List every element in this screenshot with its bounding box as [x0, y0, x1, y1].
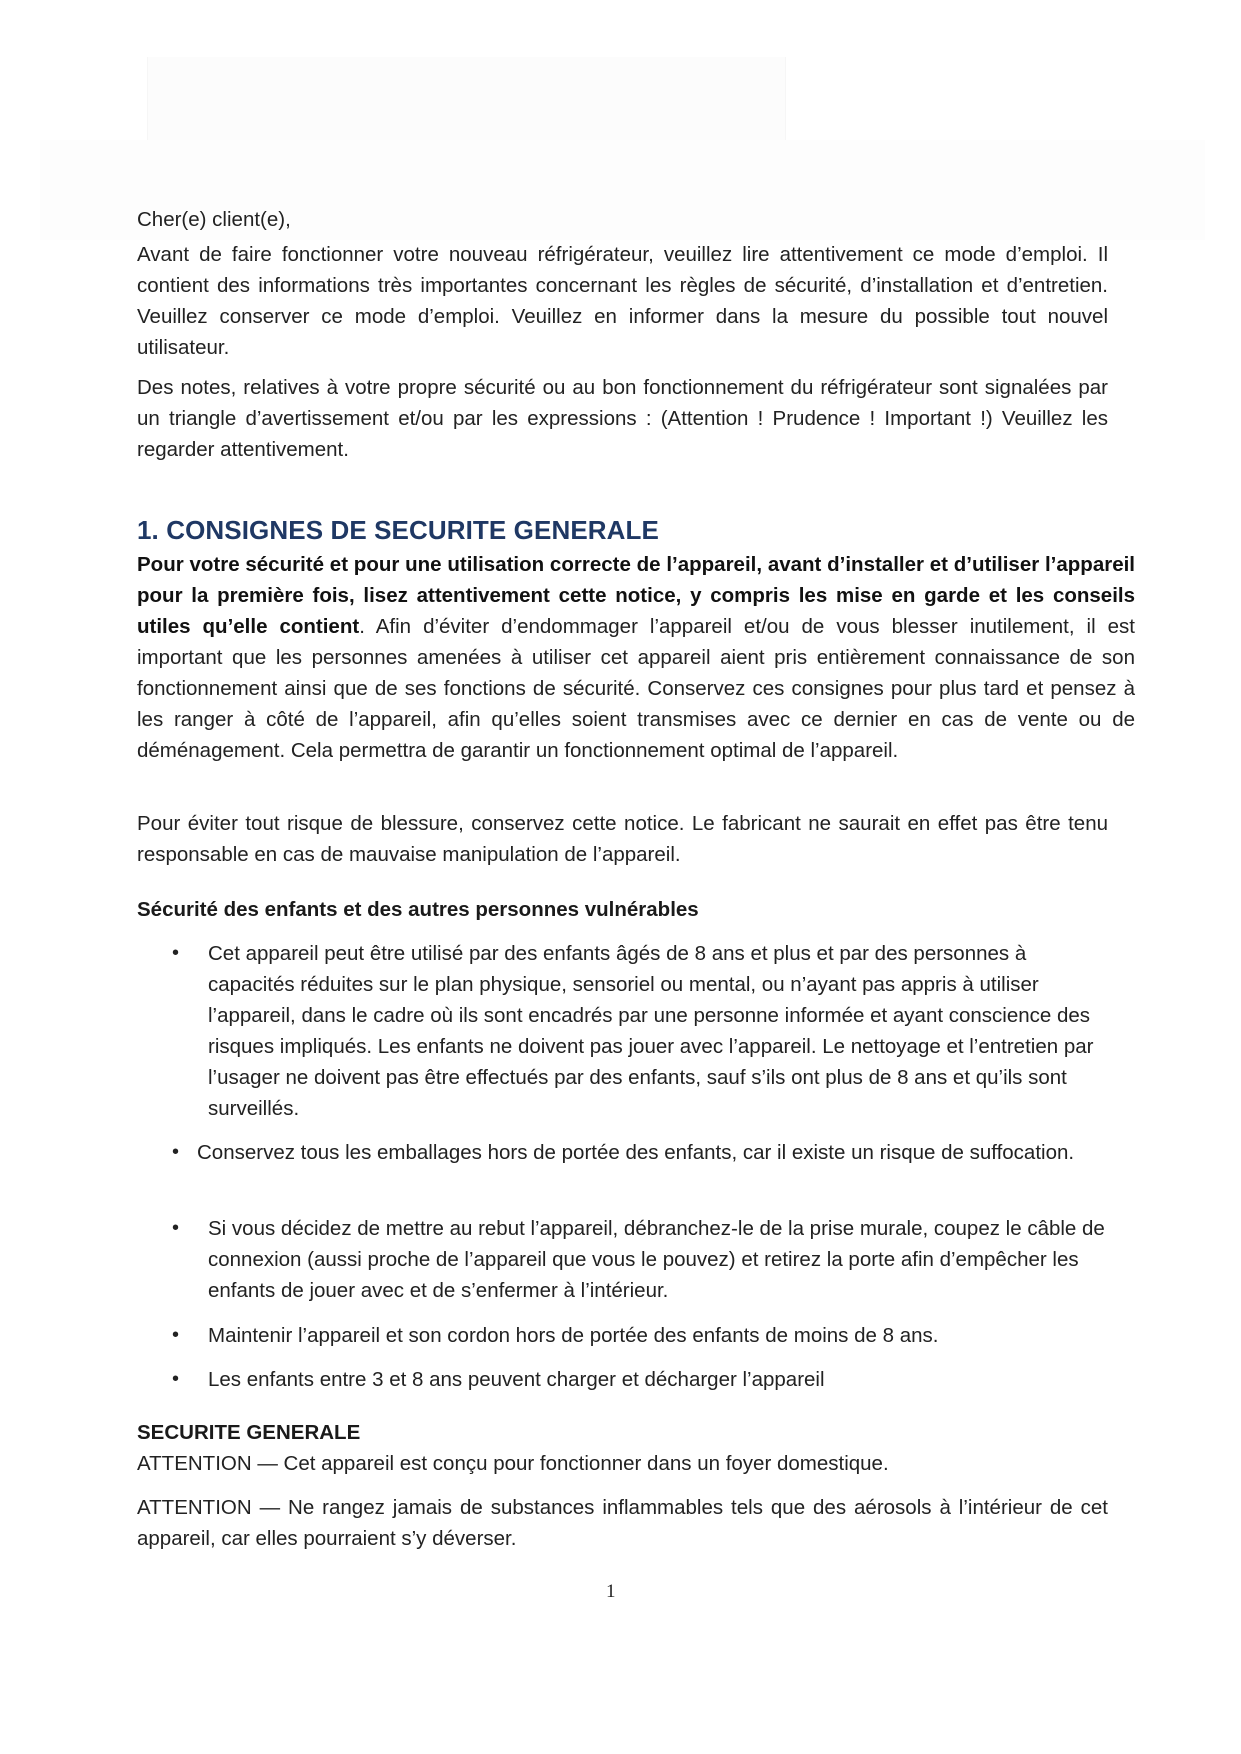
children-safety-heading: Sécurité des enfants et des autres personnes vulnérables [137, 898, 699, 921]
bullet-icon: • [172, 942, 180, 964]
header-image-placeholder [147, 57, 786, 140]
list-item [197, 1137, 1108, 1168]
notice-paragraph: Pour éviter tout risque de blessure, conservez cette notice. Le fabricant ne saurait en effet pas être tenu responsable en cas de mauvaise manipulation de l’appareil. [137, 812, 1108, 866]
attention-paragraph-1: ATTENTION — Cet appareil est conçu pour fonctionner dans un foyer domestique. [137, 1452, 889, 1475]
list-item: Les enfants entre 3 et 8 ans peuvent charger et décharger l’appareil [208, 1368, 825, 1391]
safety-intro-rest: . Afin d’éviter d’endommager l’appareil et/ou de vous blesser inutilement, il est important que les personnes amenées à utiliser cet appareil aient pris entièrement connaissance de son fonctionnement ainsi que de ses fonctions de sécurité. Conservez ces consignes pour plus tard et pensez à les ranger à côté de l’appareil, afin qu’elles soient transmises avec ce dernier en cas de vente ou de déménagement. Cela permettra de garantir un fonctionnement optimal de l’appareil. [137, 615, 1135, 762]
bullet-icon: • [172, 1217, 180, 1239]
section-heading: 1. CONSIGNES DE SECURITE GENERALE [137, 515, 659, 545]
intro-paragraph-2: Des notes, relatives à votre propre sécurité ou au bon fonctionnement du réfrigérateur sont signalées par un triangle d’avertissement et/ou par les expressions : (Attention ! Prudence ! Important !) Veuillez les regarder attentivement. [137, 376, 1108, 461]
attention-paragraph-2: ATTENTION — Ne rangez jamais de substances inflammables tels que des aérosols à l’intérieur de cet appareil, car elles pourraient s’y déverser. [137, 1496, 1108, 1550]
general-safety-heading: SECURITE GENERALE [137, 1421, 361, 1444]
safety-intro-bold: Pour votre sécurité et pour une utilisation correcte de l’appareil, avant d’installer et d’utiliser l’appareil pour la première fois, lisez attentivement cette notice, y compris les mise en garde et les conseils utiles qu’elle contient [137, 553, 1135, 638]
list-item: Cet appareil peut être utilisé par des enfants âgés de 8 ans et plus et par des personnes à capacités réduites sur le plan physique, sensoriel ou mental, ou n’ayant pas appris à utiliser l’appareil, dans le cadre où ils sont encadrés par une personne informée et ayant conscience des risques impliqués. Les enfants ne doivent pas jouer avec l’appareil. Le nettoyage et l’entretien par l’usager ne doivent pas être effectués par des enfants, sauf s’ils ont plus de 8 ans et qu’ils sont surveillés. [208, 942, 1094, 1120]
page-number: 1 [606, 1581, 616, 1602]
greeting: Cher(e) client(e), [137, 208, 291, 231]
list-item: Maintenir l’appareil et son cordon hors de portée des enfants de moins de 8 ans. [208, 1324, 939, 1347]
bullet-icon: • [172, 1324, 180, 1346]
list-item-text: Conservez tous les emballages hors de portée des enfants, car il existe un risque de suffocation. [197, 1141, 1075, 1164]
bullet-icon: • [172, 1368, 180, 1390]
bullet-icon: • [172, 1141, 180, 1163]
safety-intro-paragraph [137, 549, 1135, 766]
intro-paragraph-1: Avant de faire fonctionner votre nouveau réfrigérateur, veuillez lire attentivement ce mode d’emploi. Il contient des informations très importantes concernant les règles de sécurité, d’installation et d’entretien. Veuillez conserver ce mode d’emploi. Veuillez en informer dans la mesure du possible tout nouvel utilisateur. [137, 243, 1108, 359]
list-item: Si vous décidez de mettre au rebut l’appareil, débranchez-le de la prise murale, coupez le câble de connexion (aussi proche de l’appareil que vous le pouvez) et retirez la porte afin d’empêcher les enfants de jouer avec et de s’enfermer à l’intérieur. [208, 1217, 1105, 1302]
